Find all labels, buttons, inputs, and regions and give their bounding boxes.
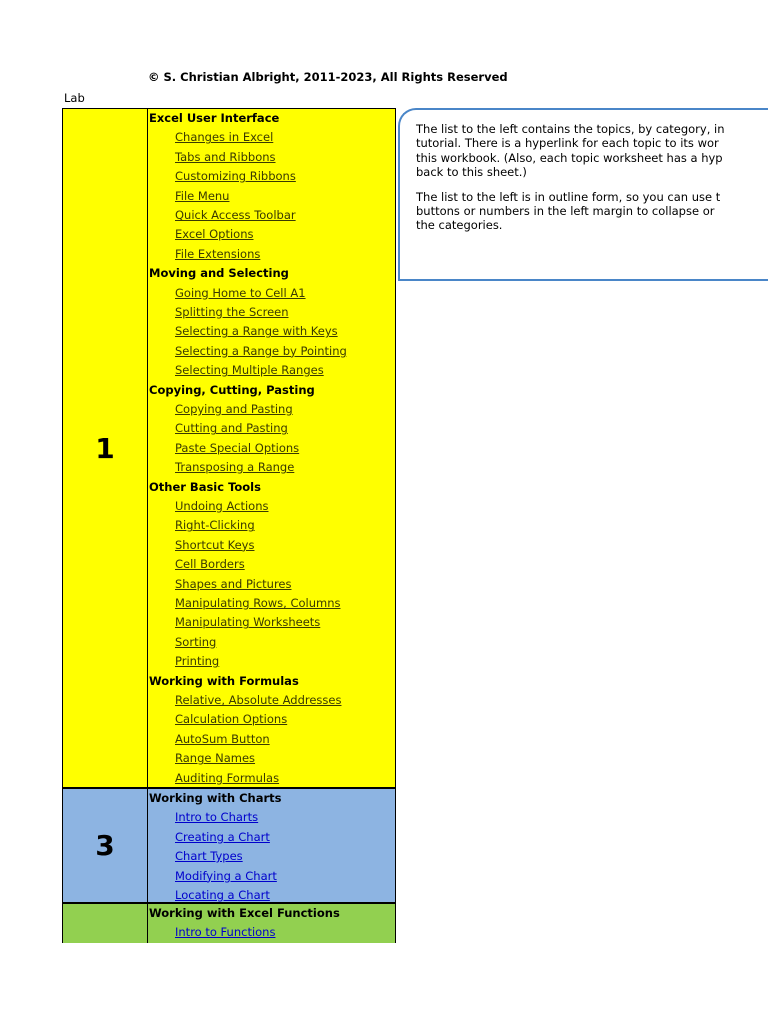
callout-paragraph-1: The list to the left contains the topics, by category, in tutorial. There is a hyperlink for each topic to its wor this workbook. (Also, each topic worksheet has a hyp back to this sheet.) (416, 122, 725, 180)
topic-link[interactable]: Copying and Pasting (175, 402, 293, 416)
topic-link[interactable]: Cutting and Pasting (175, 421, 288, 436)
topic-link[interactable]: Transposing a Range (175, 460, 295, 475)
topic-link[interactable]: Relative, Absolute Addresses (175, 693, 342, 707)
info-callout (396, 108, 768, 283)
topic-link[interactable]: Creating a Chart (175, 829, 270, 844)
topic-link[interactable]: Chart Types (175, 849, 243, 864)
topic-link[interactable]: AutoSum Button (175, 731, 270, 746)
category-heading: Copying, Cutting, Pasting (149, 382, 315, 397)
topic-link[interactable]: Customizing Ribbons (175, 169, 296, 184)
topic-link[interactable]: Modifying a Chart (175, 868, 277, 883)
topic-link[interactable]: Sorting (175, 634, 217, 649)
lab-3-group (62, 788, 396, 903)
topic-link[interactable]: Paste Special Options (175, 440, 300, 455)
category-heading: Working with Formulas (149, 673, 299, 688)
topic-link[interactable]: Selecting Multiple Ranges (175, 363, 324, 378)
topic-link[interactable]: Tabs and Ribbons (175, 149, 276, 164)
topic-link[interactable]: Cell Borders (175, 557, 245, 572)
topic-link[interactable]: File Menu (175, 188, 230, 203)
lab-1-group (62, 108, 396, 788)
lab-column-header: Lab (64, 91, 85, 105)
topic-link[interactable]: Locating a Chart (175, 888, 270, 902)
topic-link[interactable]: Excel Options (175, 227, 254, 242)
topic-link[interactable]: Intro to Functions (175, 925, 276, 940)
topic-link[interactable]: Changes in Excel (175, 130, 274, 145)
topic-link[interactable]: Splitting the Screen (175, 305, 289, 319)
lab-next-group (62, 903, 396, 943)
callout-box (398, 108, 768, 281)
category-heading: Moving and Selecting (149, 266, 289, 281)
topic-link[interactable]: Selecting a Range with Keys (175, 324, 338, 339)
topic-link[interactable]: Selecting a Range by Pointing (175, 343, 347, 358)
topic-link[interactable]: Printing (175, 654, 220, 669)
topic-link[interactable]: Undoing Actions (175, 499, 269, 513)
topic-link[interactable]: Manipulating Rows, Columns (175, 596, 341, 610)
topic-link[interactable]: Auditing Formulas (175, 770, 280, 785)
category-heading: Excel User Interface (149, 111, 280, 125)
category-heading: Other Basic Tools (149, 479, 261, 494)
topic-link[interactable]: File Extensions (175, 246, 261, 261)
lab-number: 3 (63, 789, 148, 902)
callout-paragraph-2: The list to the left is in outline form, so you can use t buttons or numbers in the left margin to collapse or the categories. (416, 189, 721, 233)
topic-link[interactable]: Calculation Options (175, 712, 288, 727)
category-heading: Working with Charts (149, 791, 282, 805)
category-heading: Working with Excel Functions (149, 906, 340, 920)
copyright-notice: © S. Christian Albright, 2011-2023, All Rights Reserved (148, 70, 508, 84)
lab-number: 1 (63, 109, 148, 787)
topic-link[interactable]: Shapes and Pictures (175, 576, 292, 591)
lab-number (63, 904, 148, 943)
topic-link[interactable]: Quick Access Toolbar (175, 208, 296, 222)
callout-text (416, 122, 768, 243)
topic-link[interactable]: Going Home to Cell A1 (175, 285, 306, 300)
topic-link[interactable]: Shortcut Keys (175, 537, 255, 552)
topic-link[interactable]: Intro to Charts (175, 810, 259, 825)
topic-link[interactable]: Manipulating Worksheets (175, 615, 321, 630)
topic-link[interactable]: Right-Clicking (175, 518, 255, 533)
topic-link[interactable]: Range Names (175, 751, 256, 766)
